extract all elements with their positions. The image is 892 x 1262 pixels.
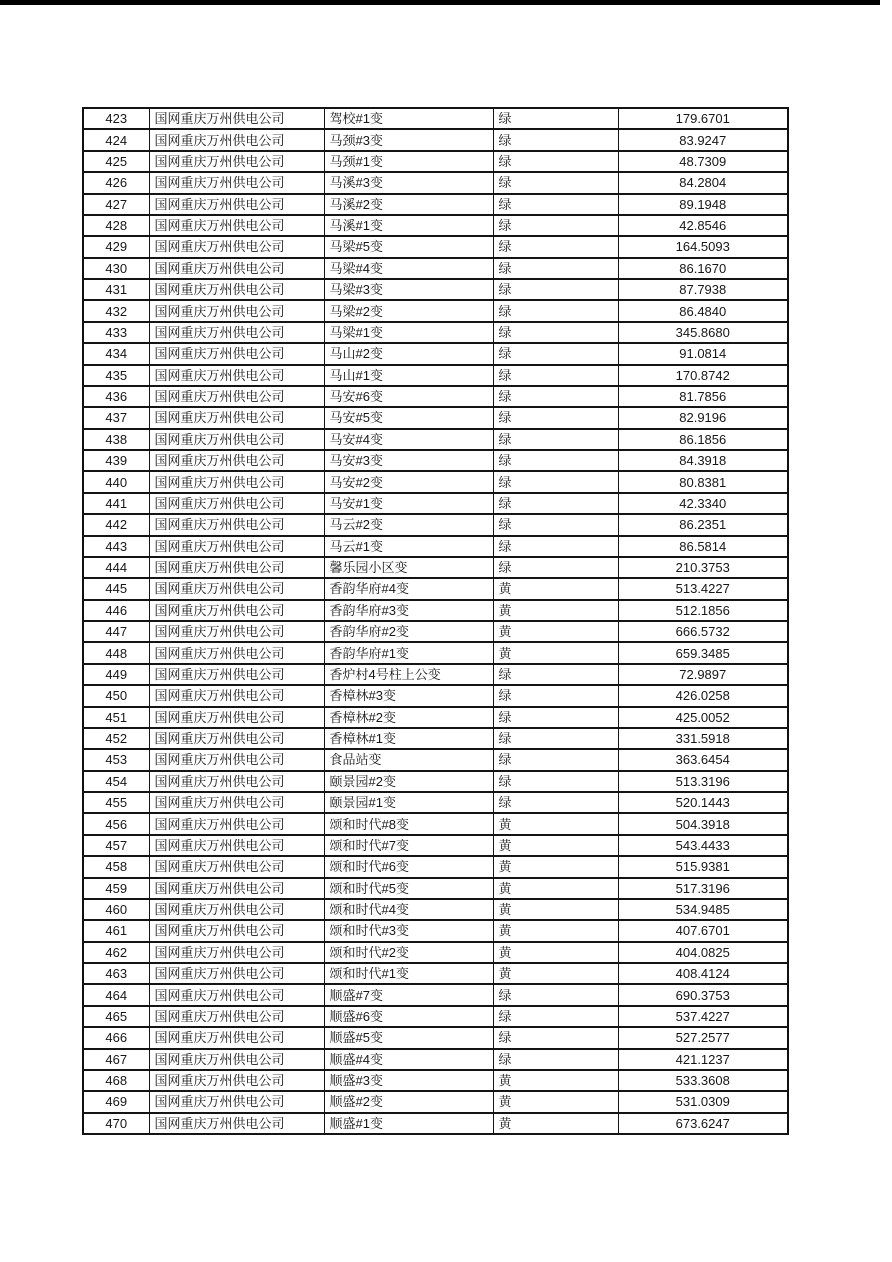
row-number-cell: 431 xyxy=(83,279,149,300)
table-row xyxy=(83,813,788,834)
value-cell: 331.5918 xyxy=(618,728,788,749)
value-cell: 86.1670 xyxy=(618,258,788,279)
row-number-cell: 424 xyxy=(83,129,149,150)
table-body xyxy=(83,108,788,1134)
status-color-cell: 黄 xyxy=(493,856,618,877)
row-number-cell: 462 xyxy=(83,942,149,963)
substation-name-cell: 马安#5变 xyxy=(324,407,493,428)
substation-name-cell: 马安#4变 xyxy=(324,429,493,450)
value-cell: 179.6701 xyxy=(618,108,788,129)
status-color-cell: 黄 xyxy=(493,835,618,856)
table-row xyxy=(83,835,788,856)
company-cell: 国网重庆万州供电公司 xyxy=(149,878,324,899)
value-cell: 80.8381 xyxy=(618,471,788,492)
value-cell: 537.4227 xyxy=(618,1006,788,1027)
value-cell: 345.8680 xyxy=(618,322,788,343)
substation-name-cell: 马山#2变 xyxy=(324,343,493,364)
status-color-cell: 绿 xyxy=(493,322,618,343)
row-number-cell: 432 xyxy=(83,300,149,321)
substation-name-cell: 马梁#4变 xyxy=(324,258,493,279)
row-number-cell: 430 xyxy=(83,258,149,279)
substation-name-cell: 马颈#1变 xyxy=(324,151,493,172)
substation-name-cell: 马梁#3变 xyxy=(324,279,493,300)
value-cell: 48.7309 xyxy=(618,151,788,172)
table-row xyxy=(83,1006,788,1027)
table-row xyxy=(83,536,788,557)
company-cell: 国网重庆万州供电公司 xyxy=(149,899,324,920)
value-cell: 543.4433 xyxy=(618,835,788,856)
table-row xyxy=(83,984,788,1005)
company-cell: 国网重庆万州供电公司 xyxy=(149,343,324,364)
status-color-cell: 绿 xyxy=(493,557,618,578)
substation-name-cell: 香樟林#2变 xyxy=(324,707,493,728)
value-cell: 164.5093 xyxy=(618,236,788,257)
substation-name-cell: 马梁#1变 xyxy=(324,322,493,343)
row-number-cell: 452 xyxy=(83,728,149,749)
value-cell: 81.7856 xyxy=(618,386,788,407)
company-cell: 国网重庆万州供电公司 xyxy=(149,920,324,941)
table-row xyxy=(83,920,788,941)
value-cell: 86.1856 xyxy=(618,429,788,450)
company-cell: 国网重庆万州供电公司 xyxy=(149,151,324,172)
company-cell: 国网重庆万州供电公司 xyxy=(149,258,324,279)
status-color-cell: 绿 xyxy=(493,343,618,364)
row-number-cell: 449 xyxy=(83,664,149,685)
substation-name-cell: 马溪#1变 xyxy=(324,215,493,236)
table-row xyxy=(83,194,788,215)
company-cell: 国网重庆万州供电公司 xyxy=(149,429,324,450)
status-color-cell: 绿 xyxy=(493,1049,618,1070)
row-number-cell: 436 xyxy=(83,386,149,407)
substation-name-cell: 香韵华府#1变 xyxy=(324,642,493,663)
status-color-cell: 绿 xyxy=(493,728,618,749)
substation-name-cell: 顺盛#2变 xyxy=(324,1091,493,1112)
company-cell: 国网重庆万州供电公司 xyxy=(149,129,324,150)
row-number-cell: 448 xyxy=(83,642,149,663)
row-number-cell: 443 xyxy=(83,536,149,557)
company-cell: 国网重庆万州供电公司 xyxy=(149,1070,324,1091)
table-row xyxy=(83,792,788,813)
row-number-cell: 425 xyxy=(83,151,149,172)
row-number-cell: 470 xyxy=(83,1113,149,1134)
row-number-cell: 463 xyxy=(83,963,149,984)
table-row xyxy=(83,343,788,364)
substation-name-cell: 食品站变 xyxy=(324,749,493,770)
status-color-cell: 黄 xyxy=(493,963,618,984)
company-cell: 国网重庆万州供电公司 xyxy=(149,685,324,706)
company-cell: 国网重庆万州供电公司 xyxy=(149,749,324,770)
company-cell: 国网重庆万州供电公司 xyxy=(149,386,324,407)
status-color-cell: 黄 xyxy=(493,578,618,599)
value-cell: 170.8742 xyxy=(618,365,788,386)
status-color-cell: 绿 xyxy=(493,215,618,236)
value-cell: 426.0258 xyxy=(618,685,788,706)
value-cell: 517.3196 xyxy=(618,878,788,899)
substation-name-cell: 香韵华府#4变 xyxy=(324,578,493,599)
table-row xyxy=(83,899,788,920)
company-cell: 国网重庆万州供电公司 xyxy=(149,792,324,813)
status-color-cell: 绿 xyxy=(493,664,618,685)
value-cell: 425.0052 xyxy=(618,707,788,728)
row-number-cell: 442 xyxy=(83,514,149,535)
status-color-cell: 绿 xyxy=(493,1027,618,1048)
value-cell: 86.5814 xyxy=(618,536,788,557)
value-cell: 84.2804 xyxy=(618,172,788,193)
company-cell: 国网重庆万州供电公司 xyxy=(149,172,324,193)
status-color-cell: 绿 xyxy=(493,300,618,321)
table-row xyxy=(83,1049,788,1070)
substation-name-cell: 马溪#3变 xyxy=(324,172,493,193)
company-cell: 国网重庆万州供电公司 xyxy=(149,621,324,642)
value-cell: 515.9381 xyxy=(618,856,788,877)
substation-name-cell: 颂和时代#8变 xyxy=(324,813,493,834)
value-cell: 87.7938 xyxy=(618,279,788,300)
table-row xyxy=(83,664,788,685)
substation-name-cell: 马安#3变 xyxy=(324,450,493,471)
substation-name-cell: 颂和时代#1变 xyxy=(324,963,493,984)
row-number-cell: 453 xyxy=(83,749,149,770)
company-cell: 国网重庆万州供电公司 xyxy=(149,1027,324,1048)
table-row xyxy=(83,215,788,236)
status-color-cell: 绿 xyxy=(493,771,618,792)
row-number-cell: 459 xyxy=(83,878,149,899)
table-row xyxy=(83,322,788,343)
company-cell: 国网重庆万州供电公司 xyxy=(149,835,324,856)
company-cell: 国网重庆万州供电公司 xyxy=(149,1091,324,1112)
row-number-cell: 426 xyxy=(83,172,149,193)
table-row xyxy=(83,728,788,749)
status-color-cell: 绿 xyxy=(493,429,618,450)
table-row xyxy=(83,151,788,172)
value-cell: 666.5732 xyxy=(618,621,788,642)
table-row xyxy=(83,600,788,621)
row-number-cell: 466 xyxy=(83,1027,149,1048)
company-cell: 国网重庆万州供电公司 xyxy=(149,536,324,557)
status-color-cell: 黄 xyxy=(493,1091,618,1112)
company-cell: 国网重庆万州供电公司 xyxy=(149,1006,324,1027)
status-color-cell: 绿 xyxy=(493,386,618,407)
company-cell: 国网重庆万州供电公司 xyxy=(149,493,324,514)
table-row xyxy=(83,1070,788,1091)
status-color-cell: 绿 xyxy=(493,151,618,172)
row-number-cell: 435 xyxy=(83,365,149,386)
row-number-cell: 438 xyxy=(83,429,149,450)
row-number-cell: 445 xyxy=(83,578,149,599)
value-cell: 520.1443 xyxy=(618,792,788,813)
company-cell: 国网重庆万州供电公司 xyxy=(149,279,324,300)
table-row xyxy=(83,1113,788,1134)
row-number-cell: 423 xyxy=(83,108,149,129)
value-cell: 408.4124 xyxy=(618,963,788,984)
table-row xyxy=(83,621,788,642)
substation-name-cell: 颐景园#2变 xyxy=(324,771,493,792)
value-cell: 404.0825 xyxy=(618,942,788,963)
company-cell: 国网重庆万州供电公司 xyxy=(149,194,324,215)
company-cell: 国网重庆万州供电公司 xyxy=(149,450,324,471)
company-cell: 国网重庆万州供电公司 xyxy=(149,984,324,1005)
substation-name-cell: 馨乐园小区变 xyxy=(324,557,493,578)
company-cell: 国网重庆万州供电公司 xyxy=(149,771,324,792)
table-row xyxy=(83,942,788,963)
status-color-cell: 绿 xyxy=(493,258,618,279)
value-cell: 86.2351 xyxy=(618,514,788,535)
company-cell: 国网重庆万州供电公司 xyxy=(149,728,324,749)
status-color-cell: 绿 xyxy=(493,536,618,557)
company-cell: 国网重庆万州供电公司 xyxy=(149,514,324,535)
status-color-cell: 黄 xyxy=(493,1113,618,1134)
substation-name-cell: 顺盛#1变 xyxy=(324,1113,493,1134)
substation-name-cell: 颂和时代#7变 xyxy=(324,835,493,856)
value-cell: 531.0309 xyxy=(618,1091,788,1112)
table-row xyxy=(83,365,788,386)
table-row xyxy=(83,685,788,706)
table-row xyxy=(83,129,788,150)
value-cell: 82.9196 xyxy=(618,407,788,428)
substation-name-cell: 颂和时代#4变 xyxy=(324,899,493,920)
row-number-cell: 439 xyxy=(83,450,149,471)
value-cell: 83.9247 xyxy=(618,129,788,150)
row-number-cell: 469 xyxy=(83,1091,149,1112)
substation-name-cell: 颂和时代#5变 xyxy=(324,878,493,899)
substation-name-cell: 顺盛#5变 xyxy=(324,1027,493,1048)
company-cell: 国网重庆万州供电公司 xyxy=(149,600,324,621)
company-cell: 国网重庆万州供电公司 xyxy=(149,215,324,236)
scan-edge-top-bar xyxy=(0,0,880,5)
status-color-cell: 绿 xyxy=(493,514,618,535)
status-color-cell: 绿 xyxy=(493,108,618,129)
value-cell: 513.3196 xyxy=(618,771,788,792)
row-number-cell: 444 xyxy=(83,557,149,578)
table-row xyxy=(83,386,788,407)
table-row xyxy=(83,172,788,193)
company-cell: 国网重庆万州供电公司 xyxy=(149,578,324,599)
row-number-cell: 441 xyxy=(83,493,149,514)
status-color-cell: 黄 xyxy=(493,600,618,621)
table-row xyxy=(83,258,788,279)
row-number-cell: 454 xyxy=(83,771,149,792)
substation-name-cell: 马山#1变 xyxy=(324,365,493,386)
substation-name-cell: 马梁#5变 xyxy=(324,236,493,257)
table-row xyxy=(83,236,788,257)
value-cell: 210.3753 xyxy=(618,557,788,578)
status-color-cell: 黄 xyxy=(493,1070,618,1091)
value-cell: 690.3753 xyxy=(618,984,788,1005)
substation-name-cell: 香樟林#1变 xyxy=(324,728,493,749)
row-number-cell: 450 xyxy=(83,685,149,706)
substation-table xyxy=(82,107,789,1135)
status-color-cell: 绿 xyxy=(493,685,618,706)
substation-name-cell: 顺盛#4变 xyxy=(324,1049,493,1070)
status-color-cell: 绿 xyxy=(493,493,618,514)
table-row xyxy=(83,279,788,300)
value-cell: 533.3608 xyxy=(618,1070,788,1091)
status-color-cell: 绿 xyxy=(493,792,618,813)
table-row xyxy=(83,108,788,129)
substation-name-cell: 顺盛#3变 xyxy=(324,1070,493,1091)
table-row xyxy=(83,557,788,578)
substation-name-cell: 马云#1变 xyxy=(324,536,493,557)
row-number-cell: 457 xyxy=(83,835,149,856)
value-cell: 534.9485 xyxy=(618,899,788,920)
value-cell: 527.2577 xyxy=(618,1027,788,1048)
table-row xyxy=(83,407,788,428)
substation-name-cell: 顺盛#6变 xyxy=(324,1006,493,1027)
row-number-cell: 429 xyxy=(83,236,149,257)
value-cell: 673.6247 xyxy=(618,1113,788,1134)
table-row xyxy=(83,749,788,770)
row-number-cell: 451 xyxy=(83,707,149,728)
status-color-cell: 绿 xyxy=(493,194,618,215)
value-cell: 91.0814 xyxy=(618,343,788,364)
substation-name-cell: 颂和时代#3变 xyxy=(324,920,493,941)
row-number-cell: 428 xyxy=(83,215,149,236)
status-color-cell: 黄 xyxy=(493,920,618,941)
company-cell: 国网重庆万州供电公司 xyxy=(149,942,324,963)
table-row xyxy=(83,300,788,321)
value-cell: 512.1856 xyxy=(618,600,788,621)
company-cell: 国网重庆万州供电公司 xyxy=(149,1113,324,1134)
row-number-cell: 465 xyxy=(83,1006,149,1027)
status-color-cell: 黄 xyxy=(493,621,618,642)
row-number-cell: 427 xyxy=(83,194,149,215)
substation-name-cell: 马溪#2变 xyxy=(324,194,493,215)
table-row xyxy=(83,429,788,450)
substation-name-cell: 马梁#2变 xyxy=(324,300,493,321)
substation-name-cell: 香韵华府#2变 xyxy=(324,621,493,642)
table-row xyxy=(83,493,788,514)
value-cell: 42.8546 xyxy=(618,215,788,236)
status-color-cell: 绿 xyxy=(493,471,618,492)
table-row xyxy=(83,578,788,599)
table-row xyxy=(83,1091,788,1112)
company-cell: 国网重庆万州供电公司 xyxy=(149,108,324,129)
status-color-cell: 绿 xyxy=(493,236,618,257)
status-color-cell: 黄 xyxy=(493,899,618,920)
substation-name-cell: 香韵华府#3变 xyxy=(324,600,493,621)
value-cell: 407.6701 xyxy=(618,920,788,941)
substation-name-cell: 马云#2变 xyxy=(324,514,493,535)
status-color-cell: 绿 xyxy=(493,749,618,770)
status-color-cell: 绿 xyxy=(493,407,618,428)
substation-name-cell: 马安#6变 xyxy=(324,386,493,407)
substation-name-cell: 马安#2变 xyxy=(324,471,493,492)
status-color-cell: 绿 xyxy=(493,365,618,386)
company-cell: 国网重庆万州供电公司 xyxy=(149,1049,324,1070)
company-cell: 国网重庆万州供电公司 xyxy=(149,322,324,343)
company-cell: 国网重庆万州供电公司 xyxy=(149,236,324,257)
company-cell: 国网重庆万州供电公司 xyxy=(149,642,324,663)
value-cell: 42.3340 xyxy=(618,493,788,514)
status-color-cell: 绿 xyxy=(493,279,618,300)
row-number-cell: 446 xyxy=(83,600,149,621)
company-cell: 国网重庆万州供电公司 xyxy=(149,300,324,321)
substation-name-cell: 颐景园#1变 xyxy=(324,792,493,813)
status-color-cell: 绿 xyxy=(493,172,618,193)
row-number-cell: 460 xyxy=(83,899,149,920)
value-cell: 72.9897 xyxy=(618,664,788,685)
row-number-cell: 434 xyxy=(83,343,149,364)
substation-name-cell: 顺盛#7变 xyxy=(324,984,493,1005)
value-cell: 84.3918 xyxy=(618,450,788,471)
table-row xyxy=(83,471,788,492)
status-color-cell: 绿 xyxy=(493,1006,618,1027)
table-row xyxy=(83,963,788,984)
status-color-cell: 黄 xyxy=(493,942,618,963)
table-row xyxy=(83,878,788,899)
value-cell: 421.1237 xyxy=(618,1049,788,1070)
value-cell: 89.1948 xyxy=(618,194,788,215)
value-cell: 363.6454 xyxy=(618,749,788,770)
company-cell: 国网重庆万州供电公司 xyxy=(149,365,324,386)
row-number-cell: 433 xyxy=(83,322,149,343)
status-color-cell: 绿 xyxy=(493,129,618,150)
status-color-cell: 绿 xyxy=(493,984,618,1005)
company-cell: 国网重庆万州供电公司 xyxy=(149,856,324,877)
row-number-cell: 467 xyxy=(83,1049,149,1070)
table-row xyxy=(83,642,788,663)
row-number-cell: 456 xyxy=(83,813,149,834)
table-row xyxy=(83,771,788,792)
company-cell: 国网重庆万州供电公司 xyxy=(149,707,324,728)
row-number-cell: 440 xyxy=(83,471,149,492)
status-color-cell: 绿 xyxy=(493,707,618,728)
status-color-cell: 黄 xyxy=(493,642,618,663)
value-cell: 513.4227 xyxy=(618,578,788,599)
row-number-cell: 458 xyxy=(83,856,149,877)
status-color-cell: 黄 xyxy=(493,813,618,834)
table-row xyxy=(83,450,788,471)
company-cell: 国网重庆万州供电公司 xyxy=(149,407,324,428)
substation-name-cell: 马安#1变 xyxy=(324,493,493,514)
company-cell: 国网重庆万州供电公司 xyxy=(149,963,324,984)
table-row xyxy=(83,514,788,535)
substation-name-cell: 马颈#3变 xyxy=(324,129,493,150)
value-cell: 504.3918 xyxy=(618,813,788,834)
substation-name-cell: 颂和时代#2变 xyxy=(324,942,493,963)
table-row xyxy=(83,707,788,728)
table-row xyxy=(83,1027,788,1048)
row-number-cell: 437 xyxy=(83,407,149,428)
row-number-cell: 455 xyxy=(83,792,149,813)
status-color-cell: 绿 xyxy=(493,450,618,471)
company-cell: 国网重庆万州供电公司 xyxy=(149,557,324,578)
status-color-cell: 黄 xyxy=(493,878,618,899)
value-cell: 659.3485 xyxy=(618,642,788,663)
row-number-cell: 468 xyxy=(83,1070,149,1091)
company-cell: 国网重庆万州供电公司 xyxy=(149,813,324,834)
substation-name-cell: 香樟林#3变 xyxy=(324,685,493,706)
row-number-cell: 461 xyxy=(83,920,149,941)
value-cell: 86.4840 xyxy=(618,300,788,321)
table-row xyxy=(83,856,788,877)
company-cell: 国网重庆万州供电公司 xyxy=(149,471,324,492)
substation-name-cell: 驾校#1变 xyxy=(324,108,493,129)
row-number-cell: 447 xyxy=(83,621,149,642)
substation-name-cell: 香炉村4号柱上公变 xyxy=(324,664,493,685)
substation-name-cell: 颂和时代#6变 xyxy=(324,856,493,877)
company-cell: 国网重庆万州供电公司 xyxy=(149,664,324,685)
row-number-cell: 464 xyxy=(83,984,149,1005)
